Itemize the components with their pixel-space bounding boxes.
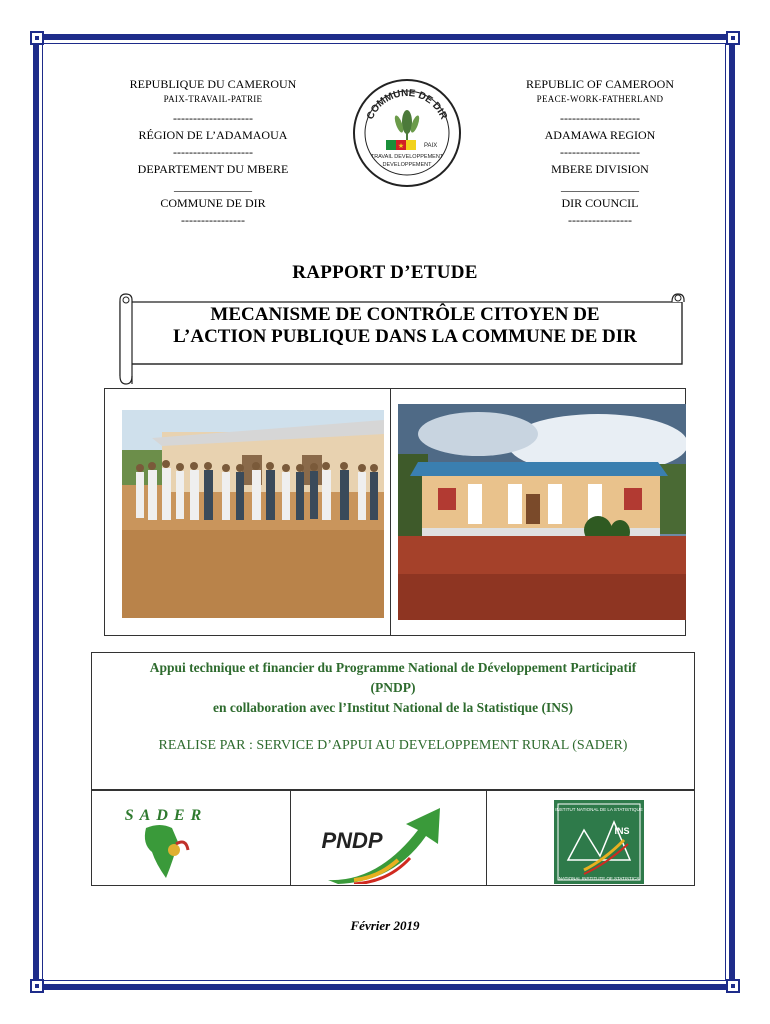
separator: -------------------- — [560, 145, 640, 159]
publication-date: Février 2019 — [350, 918, 420, 933]
realise-par: REALISE PAR : SERVICE D’APPUI AU DEVELOPPEMENT RURAL (SADER) — [158, 738, 628, 753]
support-line-1: Appui technique et financier du Programme National de Développement Participatif — [149, 660, 637, 675]
ins-logo-top-text: INSTITUT NATIONAL DE LA STATISTIQUE — [555, 807, 643, 812]
corner-ornament-bl — [30, 979, 44, 993]
cameroon-flag — [386, 140, 416, 150]
ins-logo-bottom-text: NATIONAL INSTITUTE OF STATISTICS — [558, 876, 640, 881]
corner-ornament-br — [726, 979, 740, 993]
seal-text-2: TRAVAIL DEVELOPPEMENT — [370, 154, 444, 160]
group-photo — [122, 410, 384, 618]
separator: _____________ — [561, 179, 639, 193]
sader-logo-text: SADER — [124, 807, 208, 824]
separator: -------------------- — [173, 145, 253, 159]
region-en: ADAMAWA REGION — [544, 128, 656, 142]
separator: -------------------- — [173, 111, 253, 125]
pndp-logo — [318, 800, 460, 884]
separator: ---------------- — [568, 213, 632, 227]
division-en: MBERE DIVISION — [551, 162, 649, 176]
commune-fr: COMMUNE DE DIR — [160, 196, 266, 210]
corner-ornament-tr — [726, 31, 740, 45]
separator: -------------------- — [560, 111, 640, 125]
commune-seal-logo — [352, 78, 462, 188]
region-fr: RÉGION DE L’ADAMAOUA — [138, 128, 288, 142]
seal-ring-text: COMMUNE DE DIR — [364, 87, 450, 122]
photo-divider — [390, 388, 391, 636]
support-line-2: (PNDP) — [370, 680, 416, 695]
svg-text:★: ★ — [397, 142, 405, 150]
report-title-line2: L’ACTION PUBLIQUE DANS LA COMMUNE DE DIR — [173, 325, 637, 347]
header-right — [480, 78, 720, 231]
motto-fr: PAIX-TRAVAIL-PATRIE — [163, 94, 263, 104]
separator: _____________ — [174, 179, 252, 193]
report-title-line1: MECANISME DE CONTRÔLE CITOYEN DE — [210, 304, 600, 325]
logo-divider — [486, 790, 487, 886]
council-en: DIR COUNCIL — [561, 196, 639, 210]
pndp-logo-text: PNDP — [321, 828, 383, 853]
report-title — [130, 304, 680, 348]
report-type: RAPPORT D’ETUDE — [292, 262, 478, 283]
seal-text-1: PAIX — [424, 143, 438, 149]
header-left — [108, 78, 318, 231]
department-fr: DEPARTEMENT DU MBERE — [137, 162, 289, 176]
ins-logo-mark: INS — [614, 826, 630, 836]
corner-ornament-tl — [30, 31, 44, 45]
separator: ---------------- — [181, 213, 245, 227]
ins-logo — [554, 800, 644, 884]
seal-text-3: DEVELOPPEMENT — [382, 162, 432, 168]
country-en: REPUBLIC OF CAMEROON — [525, 77, 675, 91]
sader-logo — [116, 798, 216, 882]
support-line-3: en collaboration avec l’Institut National de la Statistique (INS) — [212, 700, 573, 715]
country-fr: REPUBLIQUE DU CAMEROUN — [129, 77, 297, 91]
building-photo — [398, 404, 686, 620]
logo-divider — [290, 790, 291, 886]
motto-en: PEACE-WORK-FATHERLAND — [536, 94, 664, 104]
